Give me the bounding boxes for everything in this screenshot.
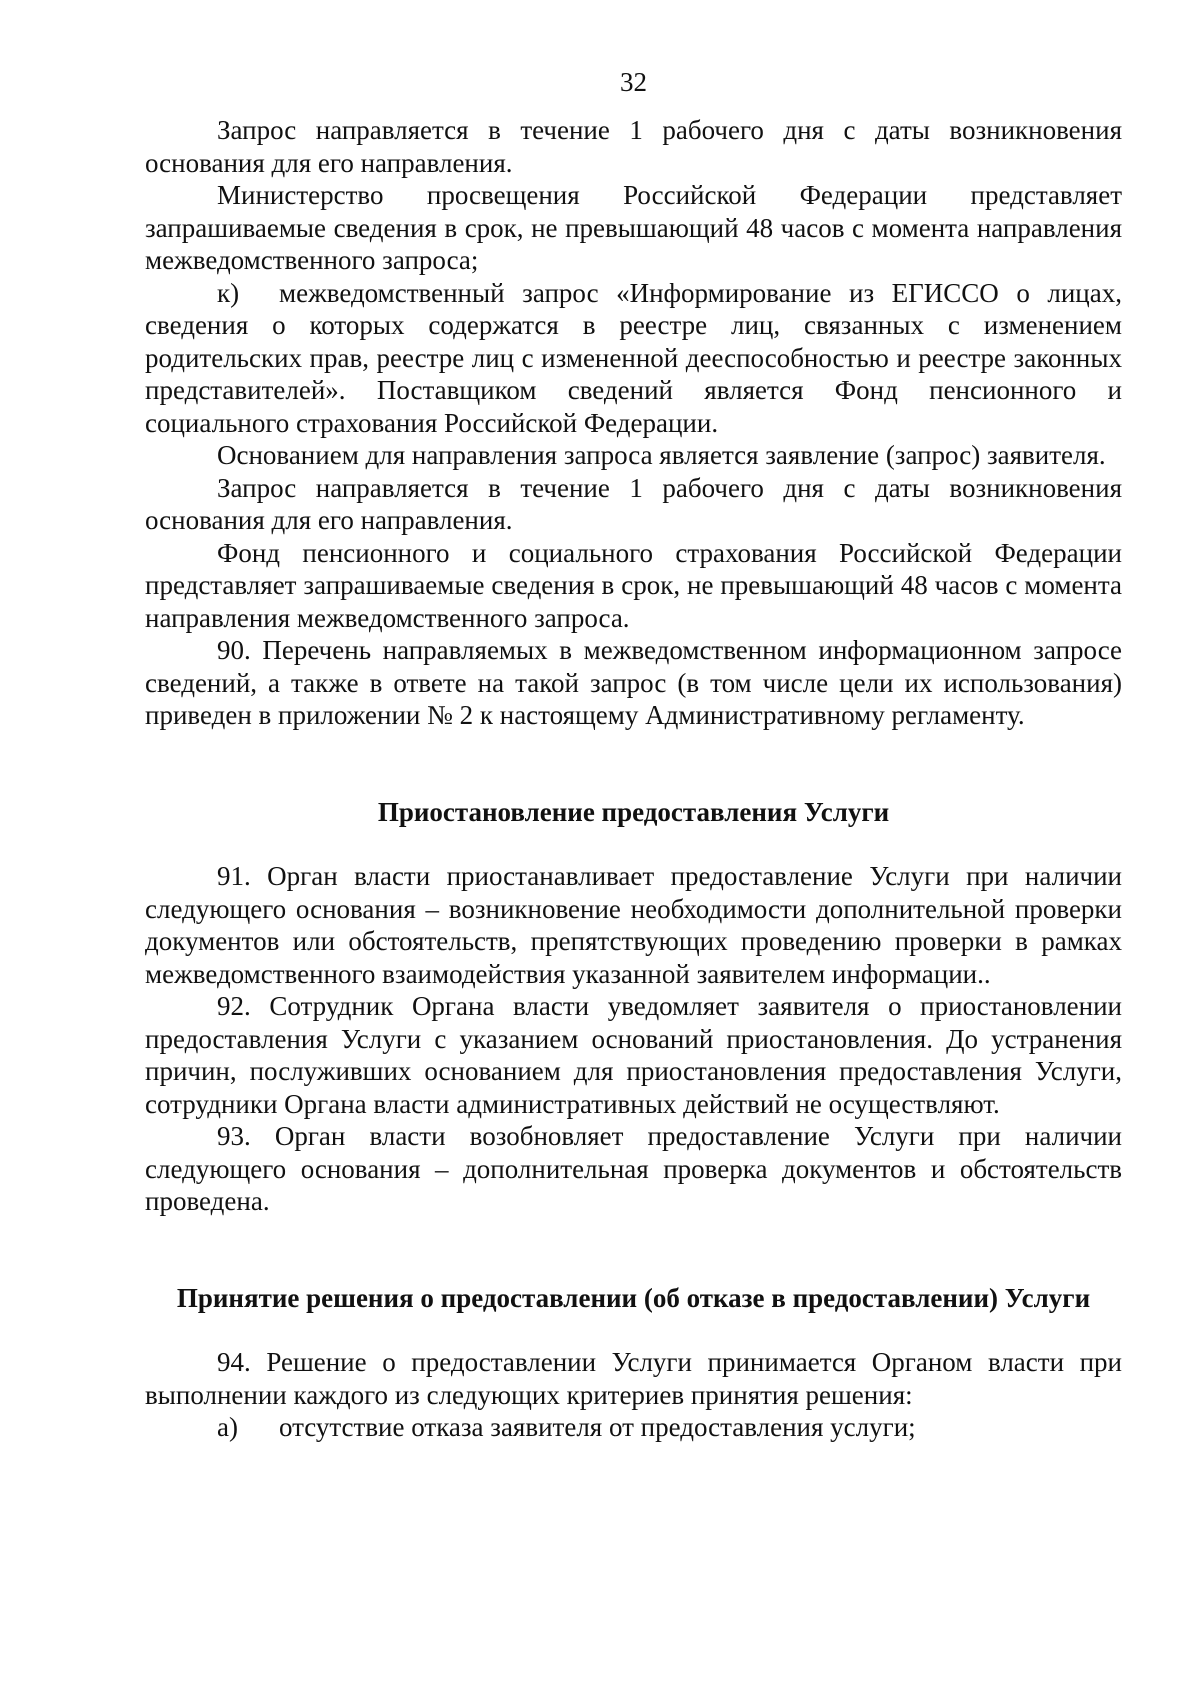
paragraph-93: 93. Орган власти возобновляет предоставление Услуги при наличии следующего основания – дополнительная проверка документов и обстоятельств проведена. (145, 1121, 1122, 1216)
paragraph-request-timing: Запрос направляется в течение 1 рабочего дня с даты возникновения основания для его направления. (145, 115, 1122, 178)
section-heading-decision: Принятие решения о предоставлении (об отказе в предоставлении) Услуги (176, 1282, 1091, 1313)
section-heading-suspension: Приостановление предоставления Услуги (377, 796, 890, 827)
paragraph-90: 90. Перечень направляемых в межведомственном информационном запросе сведений, а также в ответе на такой запрос (в том числе цели их использования) приведен в приложении № 2 к настоящему Административному регламенту. (145, 635, 1122, 730)
paragraph-92: 92. Сотрудник Органа власти уведомляет заявителя о приостановлении предоставления Услуги с указанием оснований приостановления. До устранения причин, послуживших основанием для приостановления предоставления Услуги, сотрудники Органа власти административных действий не осуществляют. (145, 991, 1122, 1119)
paragraph-ministry-response: Министерство просвещения Российской Федерации представляет запрашиваемые сведения в срок, не превышающий 48 часов с момента направления межведомственного запроса; (145, 180, 1122, 275)
list-item-k-text: межведомственный запрос «Информирование из ЕГИССО о лицах, сведения о которых содержатся в реестре лиц, связанных с изменением родительских прав, реестре лиц с измененной дееспособностью и реестре законных представителей». Поставщиком сведений является Фонд пенсионного и социального страхования Российской Федерации. (145, 277, 1122, 438)
list-item-a (145, 1411, 1122, 1444)
paragraph-94: 94. Решение о предоставлении Услуги принимается Органом власти при выполнении каждого из следующих критериев принятия решения: (145, 1347, 1122, 1410)
list-marker-k: к) (217, 277, 240, 308)
list-marker-a: а) (217, 1412, 238, 1442)
paragraph-91: 91. Орган власти приостанавливает предоставление Услуги при наличии следующего основания – возникновение необходимости дополнительной проверки документов или обстоятельств, препятствующих проведению проверки в рамках межведомственного взаимодействия указанной заявителем информации.. (145, 861, 1122, 989)
paragraph-request-timing-2: Запрос направляется в течение 1 рабочего дня с даты возникновения основания для его направления. (145, 472, 1122, 535)
page-number: 32 (620, 67, 647, 97)
paragraph-fund-response: Фонд пенсионного и социального страхования Российской Федерации представляет запрашиваемые сведения в срок, не превышающий 48 часов с момента направления межведомственного запроса. (145, 537, 1122, 633)
list-item-k (145, 277, 1122, 440)
paragraph-request-basis: Основанием для направления запроса является заявление (запрос) заявителя. (217, 440, 1106, 470)
list-item-a-text: отсутствие отказа заявителя от предоставления услуги; (279, 1412, 916, 1442)
